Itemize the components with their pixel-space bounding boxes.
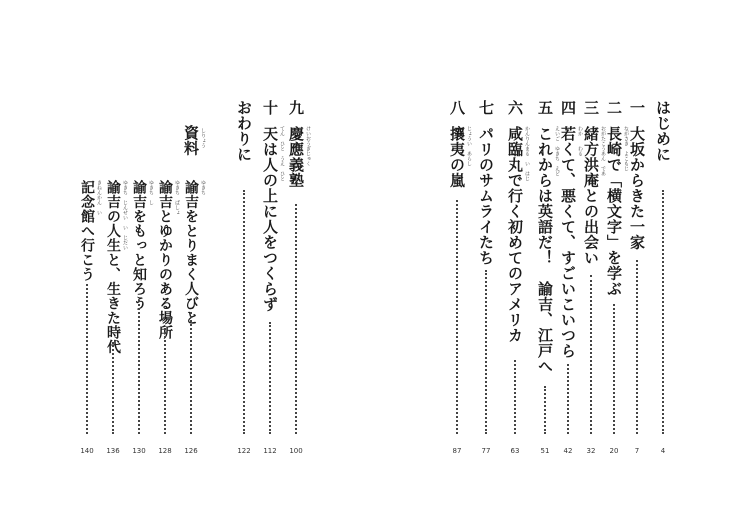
toc-title: パリのサムライたち	[477, 126, 495, 266]
dot-leader	[112, 342, 114, 434]
chapter-number: 九	[287, 100, 305, 115]
dot-leader	[86, 284, 88, 434]
dot-leader	[164, 328, 166, 434]
toc-page-number: 7	[634, 447, 640, 455]
toc-page-number: 130	[132, 447, 146, 455]
toc-section-shiryo[interactable]	[180, 125, 206, 185]
toc-title: 攘夷の嵐	[448, 126, 466, 188]
dot-leader	[138, 300, 140, 434]
toc-page-number: 112	[263, 447, 277, 455]
toc-page-number: 122	[237, 447, 251, 455]
chapter-number: 六	[506, 100, 524, 115]
toc-sub-entry-2[interactable]	[154, 180, 180, 456]
dot-leader	[514, 360, 516, 434]
furigana: じょうい あらし	[466, 126, 472, 166]
dot-leader	[485, 270, 487, 434]
toc-entry-hajimeni[interactable]	[652, 100, 674, 456]
toc-title: 緒方洪庵との出会い	[582, 126, 600, 266]
toc-sub-entry-3[interactable]	[128, 180, 154, 456]
dot-leader	[662, 190, 664, 434]
toc-page-number: 63	[510, 447, 520, 455]
dot-leader	[590, 275, 592, 434]
chapter-number: 二	[605, 100, 623, 115]
chapter-number: 八	[448, 100, 466, 115]
toc-page-number: 77	[481, 447, 491, 455]
toc-title: 資料	[182, 125, 200, 156]
furigana: かんりんまる い はじ	[524, 126, 530, 181]
furigana: ながさき よこもじ	[623, 126, 629, 171]
toc-page-number: 126	[184, 447, 198, 455]
furigana: けいおうぎじゅく	[305, 126, 311, 166]
chapter-number: 一	[628, 100, 646, 115]
toc-page-number: 42	[563, 447, 573, 455]
toc-entry-5[interactable]	[534, 100, 560, 456]
dot-leader	[567, 364, 569, 434]
toc-title: おわりに	[235, 100, 253, 162]
toc-title: 諭吉とゆかりのある場所	[157, 180, 173, 340]
furigana: ゆきち ばしょ	[174, 180, 180, 215]
furigana: ゆきち	[200, 180, 206, 195]
toc-title: 咸臨丸で行く初めてのアメリカ	[506, 126, 524, 343]
dot-leader	[243, 190, 245, 434]
furigana: おがたこうあん であ	[600, 126, 606, 176]
furigana: ゆきち じんせい い じだい	[122, 180, 128, 250]
toc-title: 大坂からきた一家	[628, 126, 646, 250]
dot-leader	[636, 260, 638, 434]
toc-title: 長崎で「横文字」を学ぶ	[605, 126, 623, 297]
dot-leader	[613, 304, 615, 434]
furigana: わか わる	[577, 126, 583, 156]
toc-title: 天は人の上に人をつくらず	[261, 126, 279, 312]
toc-entry-10[interactable]	[259, 100, 285, 456]
toc-page-number: 136	[106, 447, 120, 455]
toc-page-number: 32	[586, 447, 596, 455]
toc-entry-8[interactable]	[446, 100, 472, 456]
toc-page-number: 87	[452, 447, 462, 455]
furigana: ゆきち し	[148, 180, 154, 205]
toc-title: 諭吉をもっと知ろう	[131, 180, 147, 311]
toc-title: 慶應義塾	[287, 126, 305, 188]
chapter-number: 七	[477, 100, 495, 115]
dot-leader	[544, 386, 546, 434]
furigana: てん ひと うえ ひと	[279, 126, 285, 181]
toc-title: これからは英語だ！ 諭吉、江戸へ	[536, 126, 554, 374]
toc-entry-6[interactable]	[504, 100, 530, 456]
toc-title: はじめに	[654, 100, 672, 162]
chapter-number: 五	[536, 100, 554, 115]
toc-page-number: 51	[540, 447, 550, 455]
toc-page-number: 20	[609, 447, 619, 455]
toc-page-number: 4	[660, 447, 666, 455]
toc-entry-9[interactable]	[285, 100, 311, 456]
toc-sub-entry-5[interactable]	[76, 180, 102, 456]
chapter-number: 三	[582, 100, 600, 115]
toc-sub-entry-4[interactable]	[102, 180, 128, 456]
furigana: えいご ゆきち えど	[554, 126, 560, 176]
toc-page-number: 128	[158, 447, 172, 455]
dot-leader	[456, 200, 458, 434]
chapter-number: 十	[261, 100, 279, 115]
furigana: きねんかん い	[96, 180, 102, 215]
dot-leader	[295, 204, 297, 434]
toc-page-number: 100	[289, 447, 303, 455]
toc-title: 記念館へ行こう	[79, 180, 95, 282]
toc-sub-entry-1[interactable]	[180, 180, 206, 456]
toc-entry-owarini[interactable]	[233, 100, 255, 456]
toc-title: 若くて、悪くて、すごいこいつら	[559, 126, 577, 359]
dot-leader	[190, 312, 192, 434]
toc-title: 諭吉をとりまく人びと	[183, 180, 199, 325]
toc-page-number: 140	[80, 447, 94, 455]
toc-entry-7[interactable]	[475, 100, 497, 456]
chapter-number: 四	[559, 100, 577, 115]
furigana: しりょう	[200, 128, 206, 148]
toc-title: 諭吉の人生と、生きた時代	[105, 180, 121, 354]
dot-leader	[269, 322, 271, 434]
